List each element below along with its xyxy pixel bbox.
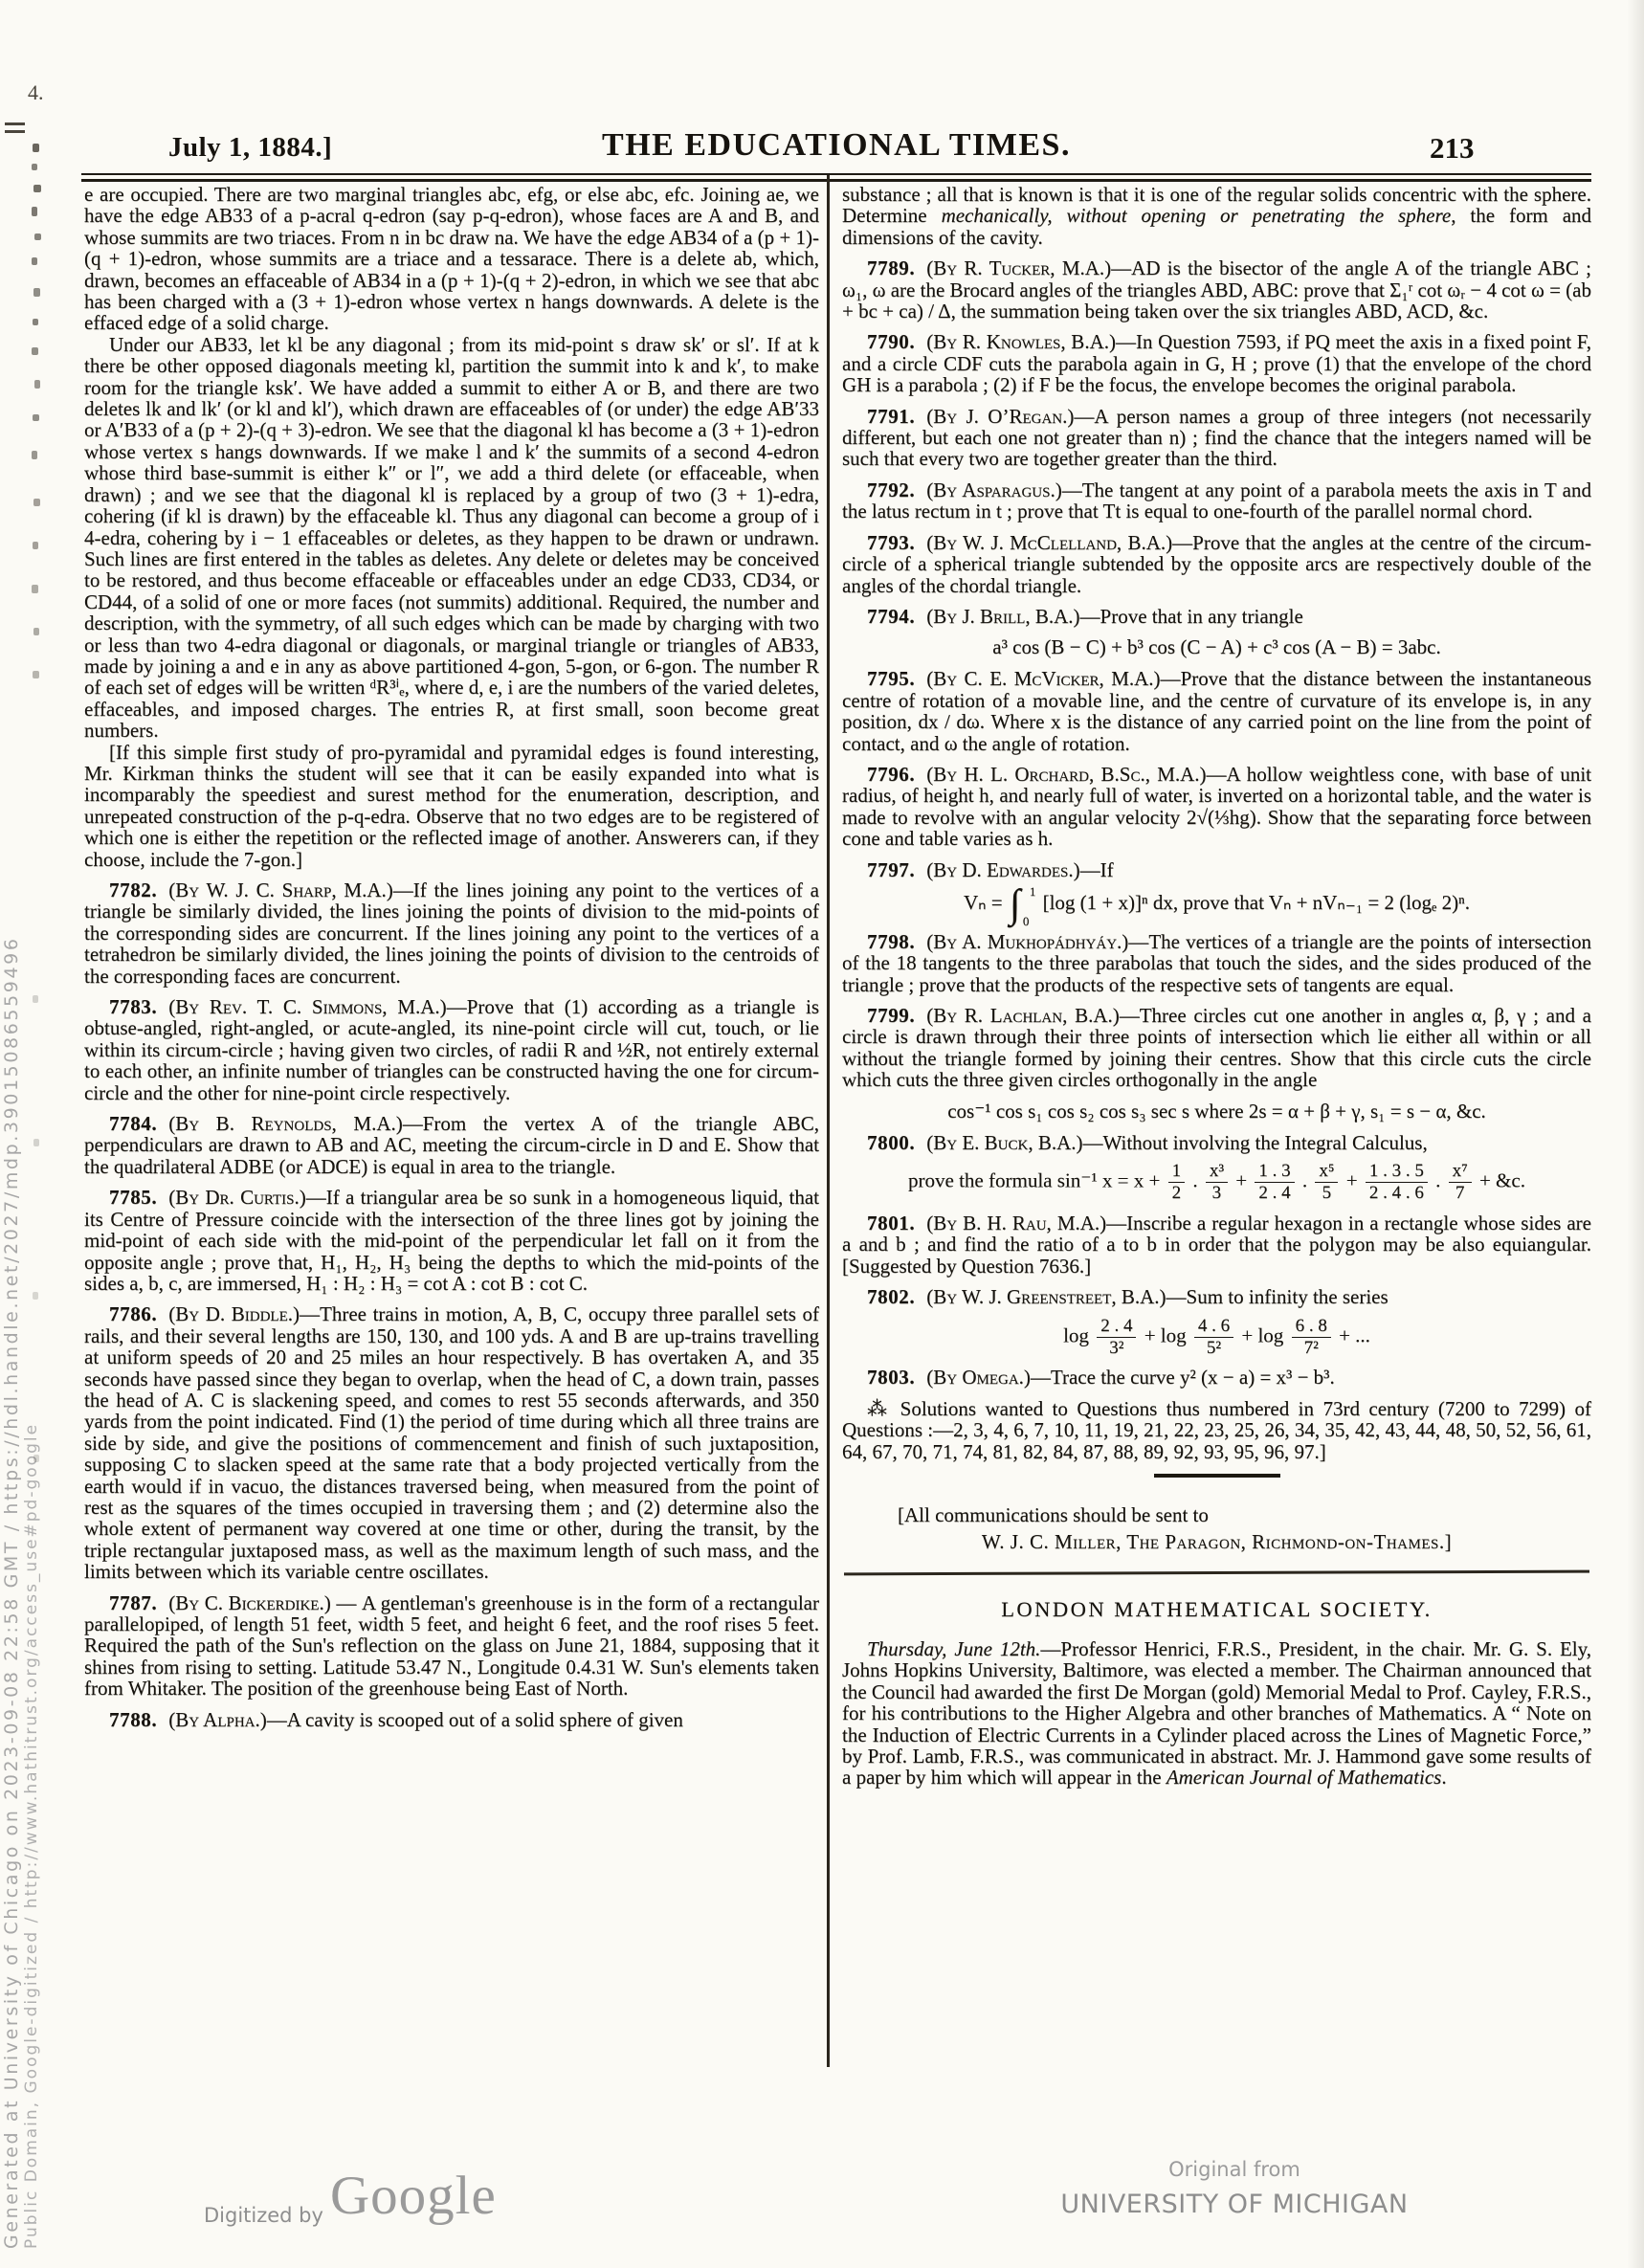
- problem-attribution: (By W. J. Greenstreet, B.A.)—: [926, 1285, 1187, 1309]
- problem-7797: [842, 859, 1591, 880]
- problem-7786: [84, 1303, 819, 1582]
- problem-formula: prove the formula sin⁻¹ x = x + $\frac{1}{2}$ . $\frac{\text{x³}}{3}$ + $\frac{1 . 3}{2 . 4}$ . $\frac{\text{x⁵}}{5}$ + $\frac{1 . 3 . 5}{2 . 4 . 6}$ . $\frac{\text{x⁷}}{7}$ + &c.: [908, 1161, 1525, 1204]
- scan-artifact: [33, 288, 40, 297]
- problem-number: 7790.: [867, 330, 916, 354]
- problem-attribution: (By R. Tucker, M.A.)—: [926, 256, 1132, 280]
- header-rule-thick: [81, 179, 1591, 182]
- scan-artifact: [33, 671, 39, 678]
- scan-artifact: [33, 414, 39, 421]
- fraction: $\frac{2 . 4}{\text{3²}}$: [1097, 1317, 1136, 1358]
- problem-formula: Vₙ = ∫ 1 0 [log (1 + x)]ⁿ dx, prove that Vₙ + nVₙ₋₁ = 2 (logₑ 2)ⁿ.: [963, 882, 1471, 928]
- problem-text: From the vertex A of the triangle ABC, perpendiculars are drawn to AB and AC, meeting the circum-circle in D and E. Show that the quadrilateral ADBE (or ADCE) is equal in area to the triangle.: [84, 1112, 819, 1178]
- problem-attribution: (By A. Mukhopádhyáy.)—: [926, 929, 1149, 953]
- continuation-post: , the form and dimensions of the cavity.: [842, 204, 1592, 249]
- left-column: [84, 184, 819, 1730]
- problem-text: Without involving the Integral Calculus,: [1102, 1130, 1428, 1154]
- problem-7793: [842, 532, 1591, 596]
- scan-artifact: [34, 380, 40, 389]
- problem-attribution: (By E. Buck, B.A.)—: [926, 1130, 1103, 1154]
- scan-artifact: [32, 585, 38, 593]
- problem-number: 7785.: [109, 1186, 158, 1210]
- scan-artifact: [32, 347, 38, 355]
- scan-artifact: [5, 130, 25, 133]
- fraction: $\frac{\text{x⁵}}{5}$: [1315, 1162, 1338, 1203]
- problem-7783: [84, 996, 819, 1103]
- problem-text: AD is the bisector of the angle A of the triangle ABC ; ω₁, ω are the Brocard angles of the triangles ABD, ABC: prove that Σ₁ʳ cot ωᵣ − 4 cot ω = (ab + bc + ca) / Δ, the summation being taken over the six triangles ABD, ACD, &c.: [842, 256, 1591, 323]
- problem-attribution: (By J. Brill, B.A.)—: [926, 604, 1100, 628]
- problem-text: If: [1100, 857, 1114, 881]
- asterism-mark: ⁂: [867, 1396, 892, 1420]
- problem-number: 7798.: [867, 929, 916, 953]
- problem-attribution: (By H. L. Orchard, B.Sc., M.A.)—: [926, 763, 1227, 787]
- section-end-rule: [1154, 1474, 1280, 1478]
- problem-attribution: (By R. Lachlan, B.A.)—: [926, 1003, 1140, 1027]
- problem-text: Three trains in motion, A, B, C, occupy three parallel sets of rails, and their several lengths are 150, 130, and 100 yds. A and B are up-trains travelling at uniform speeds of 20 and 25 miles an hour respectively. B has overtaken A, and 35 seconds have passed since they began to overlap, when the head of C, a down train, passes the head of A. C is slackening speed, and comes to rest 55 seconds afterwards, and 350 yards from the point indicated. Find (1) the period of time during which all three trains are side by side, and give the positions of commencement and finish of such juxtaposition, supposing C to slacken speed at the same rate that a body projected vertically from the earth would if in vacuo, the distances traversed being, when measured from the point of rest as the squares of the times occupied in traversing them ; and (2) determine also the whole extent of permanent way covered at one time or other, during the transit, by the triple rectangular juxtaposed mass, as well as the maximum length of such mass, and the limits between which its variable centre oscillates.: [84, 1302, 819, 1584]
- problem-attribution: (By B. Reynolds, M.A.)—: [168, 1112, 423, 1136]
- page-corner-mark: 4.: [28, 80, 44, 104]
- problem-attribution: (By C. Bickerdike.) —: [168, 1590, 363, 1614]
- left-problems: [84, 879, 819, 1730]
- society-journal-italic: American Journal of Mathematics: [1166, 1766, 1442, 1790]
- problem-number: 7787.: [109, 1590, 158, 1614]
- original-from-label: Original from: [1168, 2158, 1300, 2181]
- margin-publicdomain-line: Public Domain, Google-digitized / http://www.hathitrust.org/access_use#pd-google: [22, 1422, 41, 2249]
- communications-line1: [All communications should be sent to: [898, 1502, 1209, 1526]
- problem-number: 7791.: [867, 404, 916, 428]
- problem-text: If the lines joining any point to the vertices of a triangle be similarly divided, the lines joining the points of division to the mid-points of the corresponding sides are concurrent. If the lines joining any point to the vertices of a tetrahedron be similarly divided, the lines joining the points of division to the centroids of the corresponding faces are concurrent.: [84, 878, 819, 988]
- problem-number: 7796.: [867, 763, 916, 787]
- problem-7788: [84, 1709, 819, 1730]
- scan-artifact: [5, 122, 25, 125]
- problem-text: Prove that the distance between the instantaneous centre of rotation of a movable line, and the centre of curvature of its envelope is, in any position, dx / dω. Where x is the distance of any carried point on the line from the point of contact, and ω the angle of rotation.: [842, 667, 1592, 755]
- problem-number: 7801.: [867, 1211, 916, 1234]
- solutions-wanted-text: Solutions wanted to Questions thus numbered in 73rd century (7200 to 7299) of Questions :—2, 3, 4, 6, 7, 10, 11, 19, 21, 22, 23, 25, 26, 34, 35, 42, 43, 44, 48, 50, 52, 56, 61, 64, 67, 70, 71, 74, 81, 82, 84, 87, 88, 89, 92, 93, 95, 96, 97.]: [842, 1396, 1591, 1463]
- fraction: $\frac{\text{x³}}{3}$: [1206, 1162, 1228, 1203]
- problem-text: Prove that (1) according as a triangle is obtuse-angled, right-angled, or acute-angled, its nine-point circle will cut, touch, or lie within its circum-circle ; having given two circles, of radii R and ½R, not entirely external to each other, an infinite number of triangles can be constructed having the one for circum-circle and the other for nine-point circle respectively.: [84, 995, 820, 1104]
- society-separator-rule: [844, 1570, 1589, 1575]
- problem-number: 7794.: [867, 604, 916, 628]
- column-divider-rule: [827, 175, 830, 2067]
- fraction: $\frac{6 . 8}{\text{7²}}$: [1292, 1317, 1331, 1358]
- society-heading: LONDON MATHEMATICAL SOCIETY.: [1001, 1596, 1433, 1621]
- problem-attribution: (By D. Biddle.)—: [168, 1302, 320, 1326]
- institution-label: UNIVERSITY OF MICHIGAN: [1060, 2190, 1409, 2219]
- scan-artifact: [33, 1139, 39, 1146]
- problem-number: 7802.: [867, 1285, 916, 1309]
- scan-artifact: [33, 628, 39, 635]
- problem-7803: [842, 1367, 1591, 1388]
- page-edge-shadow: [1627, 0, 1644, 2268]
- header-rule-thin: [81, 173, 1591, 175]
- continuation-paragraph: [842, 184, 1591, 248]
- scan-artifact: [33, 1455, 39, 1462]
- problem-attribution: (By D. Edwardes.)—: [926, 857, 1100, 881]
- problem-number: 7789.: [867, 256, 916, 280]
- solutions-wanted-note: [842, 1398, 1591, 1462]
- problem-attribution: (By Asparagus.)—: [926, 478, 1082, 501]
- problem-number: 7797.: [867, 857, 916, 881]
- problem-7798: [842, 931, 1591, 995]
- problem-attribution: (By Omega.)—: [926, 1366, 1051, 1390]
- problem-7795: [842, 668, 1591, 754]
- scan-artifact: [32, 207, 37, 216]
- problem-number: 7799.: [867, 1003, 916, 1027]
- problem-text: A person names a group of three integers (not necessarily different, but each one not greater than n) ; find the chance that the integers named will be such that every two are together greater than the third.: [842, 404, 1591, 471]
- problem-attribution: (By Rev. T. C. Simmons, M.A.)—: [168, 995, 467, 1019]
- problem-text: The vertices of a triangle are the points of intersection of the 18 tangents to the three parabolas that touch the sides, and the sides produced of the triangle ; prove that the products of the respective sets of tangents are equal.: [842, 929, 1591, 996]
- problem-attribution: (By W. J. McClelland, B.A.)—: [926, 530, 1193, 554]
- fraction: $\frac{4 . 6}{\text{5²}}$: [1194, 1317, 1233, 1358]
- problem-number: 7792.: [867, 478, 916, 501]
- problem-attribution: (By C. E. McVicker, M.A.)—: [926, 667, 1181, 691]
- problem-attribution: (By Alpha.)—: [168, 1707, 287, 1731]
- problem-number: 7803.: [867, 1366, 916, 1390]
- society-body: —Professor Henrici, F.R.S., President, in the chair. Mr. G. S. Ely, Johns Hopkins University, Baltimore, was elected a member. The Chairman announced that the Council had awarded the first De Morgan (gold) Memorial Medal to Prof. Cayley, F.R.S., for his contributions to the Higher Algebra and other branches of Mathematics. A “ Note on the Induction of Electric Currents in a Cylinder placed across the Lines of Magnetic Force,” by Prof. Lamb, F.R.S., was communicated in abstract. Mr. J. Hammond gave some results of a paper by him which will appear in the: [842, 1636, 1591, 1790]
- society-report: [842, 1638, 1591, 1789]
- problem-7801: [842, 1212, 1591, 1277]
- problem-text: A gentleman's greenhouse is in the form of a rectangular parallelopiped, of length 51 feet, width 5 feet, and height 6 feet, and the roof rises 5 feet. Required the path of the Sun's reflection on the glass on June 21, 1884, supposing that it shines from rising to setting. Latitude 53.47 N., Longitude 0.4.31 W. Sun's elements taken from Whitaker. The position of the greenhouse being East of North.: [84, 1590, 819, 1701]
- issue-date: July 1, 1884.]: [168, 132, 333, 163]
- continued-paragraph-1: e are occupied. There are two marginal triangles abc, efg, or else abc, efc. Joining ae, we have the edge AB33 of a p-acral q-edron (say p-q-edron), whose faces are A and B, and whose summits are two triaces. From n in bc draw na. We have the edge AB34 of a (p + 1)-(q + 1)-edron, whose summits are a triace and a tessarace. There is a delete ab, which, drawn, becomes an effaceable of AB34 in a (p + 1)-(q + 2)-edron, in which we see that abc has been charged with a (3 + 1)-edron whose vertex n hangs downwards. A delete is the effaced edge of a solid charge.: [84, 183, 819, 335]
- editorial-note-paragraph: [If this simple first study of pro-pyramidal and pyramidal edges is found interesting, Mr. Kirkman thinks the student will see that it can be easily expanded into what is incomparably the speediest and surest method for the enumeration, description, and unrepeated construction of the p-q-edra. Observe that no two edges are to be registered of which one is either the repetition or the reflected image of another. Answerers can, if they choose, include the 7-gon.]: [84, 740, 819, 871]
- problem-text: Prove that the angles at the centre of the circum-circle of a spherical triangle subtended by the opposite arcs are respectively double of the angles of the chordal triangle.: [842, 530, 1591, 597]
- problem-attribution: (By W. J. C. Sharp, M.A.)—: [168, 878, 413, 901]
- problem-formula: cos⁻¹ cos s₁ cos s₂ cos s₃ sec s where 2s = α + β + γ, s₁ = s − α, &c.: [947, 1099, 1486, 1123]
- google-logo: Google: [330, 2166, 497, 2226]
- problem-attribution: (By R. Knowles, B.A.)—: [926, 330, 1136, 354]
- scan-artifact: [33, 319, 38, 325]
- problem-7799: [842, 1005, 1591, 1091]
- problem-formula: log $\frac{2 . 4}{\text{3²}}$ + log $\frac{4 . 6}{\text{5²}}$ + log $\frac{6 . 8}{\text{7²}}$ + ...: [1063, 1315, 1370, 1358]
- page-title: THE EDUCATIONAL TIMES.: [602, 127, 1071, 163]
- problem-number: 7793.: [867, 530, 916, 554]
- society-end: .: [1441, 1766, 1447, 1790]
- fraction: $\frac{\text{x⁷}}{7}$: [1449, 1162, 1472, 1203]
- communications-line2: W. J. C. Miller, The Paragon, Richmond-on-Thames.]: [981, 1530, 1453, 1553]
- problem-text: In Question 7593, if PQ meet the axis in a fixed point F, and a circle CDF cuts the parabola again in G, H ; prove (1) that the envelope of the chord GH is a parabola ; (2) if F be the focus, the envelope becomes the original parabola.: [842, 330, 1591, 397]
- problem-text: The tangent at any point of a parabola meets the axis in T and the latus rectum in t ; prove that Tt is equal to one-fourth of the parallel normal chord.: [842, 478, 1591, 523]
- problem-7785: [84, 1187, 819, 1294]
- problem-number: 7800.: [867, 1130, 916, 1154]
- scan-artifact: [32, 451, 37, 459]
- problem-number: 7784.: [109, 1112, 158, 1136]
- scan-artifact: [34, 233, 41, 240]
- problem-text: A cavity is scooped out of a solid sphere of given: [286, 1707, 683, 1731]
- problem-7800: [842, 1132, 1591, 1153]
- scan-artifact: [33, 995, 38, 1003]
- problem-7784: [84, 1113, 819, 1177]
- society-date-italic: Thursday, June 12th.: [867, 1636, 1041, 1660]
- problem-text: A hollow weightless cone, with base of unit radius, of height h, and nearly full of water, is inverted on a horizontal table, and the water is made to revolve with an angular velocity 2√(⅓hg). Show that the separating force between cone and table varies as h.: [842, 763, 1592, 851]
- problem-7802: [842, 1286, 1591, 1307]
- continuation-pre: substance ; all that is known is that it is one of the regular solids concentric with the sphere. Determine: [842, 183, 1591, 228]
- problem-number: 7786.: [109, 1302, 158, 1326]
- problem-7792: [842, 479, 1591, 523]
- problem-number: 7788.: [109, 1707, 158, 1731]
- problem-7787: [84, 1592, 819, 1700]
- scan-artifact: [32, 164, 37, 170]
- scan-artifact: [33, 185, 41, 192]
- problem-attribution: (By Dr. Curtis.)—: [168, 1186, 326, 1210]
- problem-formula: a³ cos (B − C) + b³ cos (C − A) + c³ cos (A − B) = 3abc.: [992, 635, 1441, 659]
- digitized-by-label: Digitized by: [204, 2204, 323, 2227]
- problem-7796: [842, 764, 1591, 850]
- problem-text: Three circles cut one another in angles α, β, γ ; and a circle is drawn through their three points of intersection which lie either all within or all without the triangle formed by joining their centres. Show that this circle cuts the circle which cuts the three given circles orthogonally in the angle: [842, 1003, 1591, 1092]
- scan-artifact: [33, 499, 40, 506]
- problem-7791: [842, 406, 1591, 470]
- problem-text: Sum to infinity the series: [1186, 1285, 1389, 1309]
- problem-text: Inscribe a regular hexagon in a rectangle whose sides are a and b ; and find the ratio of a to b in order that the polygon may be also equiangular. [Suggested by Question 7636.]: [842, 1211, 1591, 1278]
- fraction: $\frac{1 . 3 . 5}{2 . 4 . 6}$: [1366, 1162, 1428, 1203]
- right-column: [842, 184, 1591, 1789]
- scan-artifact: [33, 144, 39, 152]
- fraction: $\frac{1 . 3}{2 . 4}$: [1255, 1162, 1294, 1203]
- scan-artifact: [32, 257, 37, 265]
- continued-paragraph-2: Under our AB33, let kl be any diagonal ; from its mid-point s draw sk′ or sl′. If at k there be other opposed diagonals meeting kl, partition the summit into k and k′, to make room for the triangle ksk′. We have added a summit to either A or B, and there are two deletes lk and lk′ (or kl and kl′), which drawn are effaceables of (or under) the edge AB′33 or A′B33 of a (p + 2)-(q + 3)-edron. We see that the diagonal kl has become a (3 + 1)-edron whose vertex s hangs downwards. If we make l and k′ the summits of a second 4-edron whose third base-summit is either k″ or l″, we add a third delete (or effaceable, when drawn) ; and we see that the diagonal kl is replaced by a group of two (3 + 1)-edra, cohering (if kl is drawn) by the effaceable kl. Thus any diagonal can become a group of i 4-edra, cohering by i − 1 effaceables or deletes, as they happen to be drawn or undrawn. Such lines are first entered in the tables as deletes. Any delete or deletes may be conceived to be restored, and thus become effaceable or effaceables under an edge CD33, CD34, or CD44, of a solid of one or more faces (not summits) additional. Required, the number and description, with the symmetry, of all such edges which can be made by charging with two or less than two 4-edra diagonal or diagonals, or marginal triangle or triangles of AB33, made by joining a and e in any as above partitioned 4-gon, 5-gon, or 6-gon. The number R of each set of edges will be written ᵈR³ⁱₑ, where d, e, i are the numbers of the varied deletes, effaceables, and imposed charges. The entries R, at first small, soon become great numbers.: [84, 332, 819, 743]
- integral-sign: ∫ 1 0: [1009, 882, 1036, 928]
- page-number: 213: [1430, 131, 1475, 165]
- right-problems: [842, 257, 1591, 1389]
- problem-number: 7795.: [867, 667, 916, 691]
- problem-attribution: (By J. O’Regan.)—: [926, 404, 1095, 428]
- problem-7789: [842, 257, 1591, 322]
- margin-generated-line: Generated at University of Chicago on 2023-09-08 22:58 GMT / https://hdl.handle.net/2027/mdp.39015086559496: [1, 936, 22, 2249]
- problem-7794: [842, 606, 1591, 627]
- problem-number: 7783.: [109, 995, 158, 1019]
- problem-text: If a triangular area be so sunk in a homogeneous liquid, that its Centre of Pressure coincide with the intersection of the three lines got by joining the mid-point of each side with the mid-point of the perpendicular let fall on it from the opposite angle ; prove that, H₁, H₂, H₃ being the depths to which the mid-points of the sides a, b, c, are immersed, H₁ : H₂ : H₃ = cot A : cot B : cot C.: [84, 1186, 819, 1295]
- problem-7782: [84, 879, 819, 987]
- problem-7790: [842, 331, 1591, 395]
- problem-attribution: (By B. H. Rau, M.A.)—: [926, 1211, 1127, 1234]
- continuation-italic: mechanically, without opening or penetrating the sphere: [941, 204, 1452, 228]
- fraction: $\frac{1}{2}$: [1168, 1162, 1186, 1203]
- scan-artifact: [33, 542, 38, 549]
- problem-text: Trace the curve y² (x − a) = x³ − b³.: [1050, 1366, 1335, 1390]
- problem-number: 7782.: [109, 878, 158, 901]
- problem-text: Prove that in any triangle: [1100, 604, 1303, 628]
- scan-artifact: [33, 1292, 38, 1300]
